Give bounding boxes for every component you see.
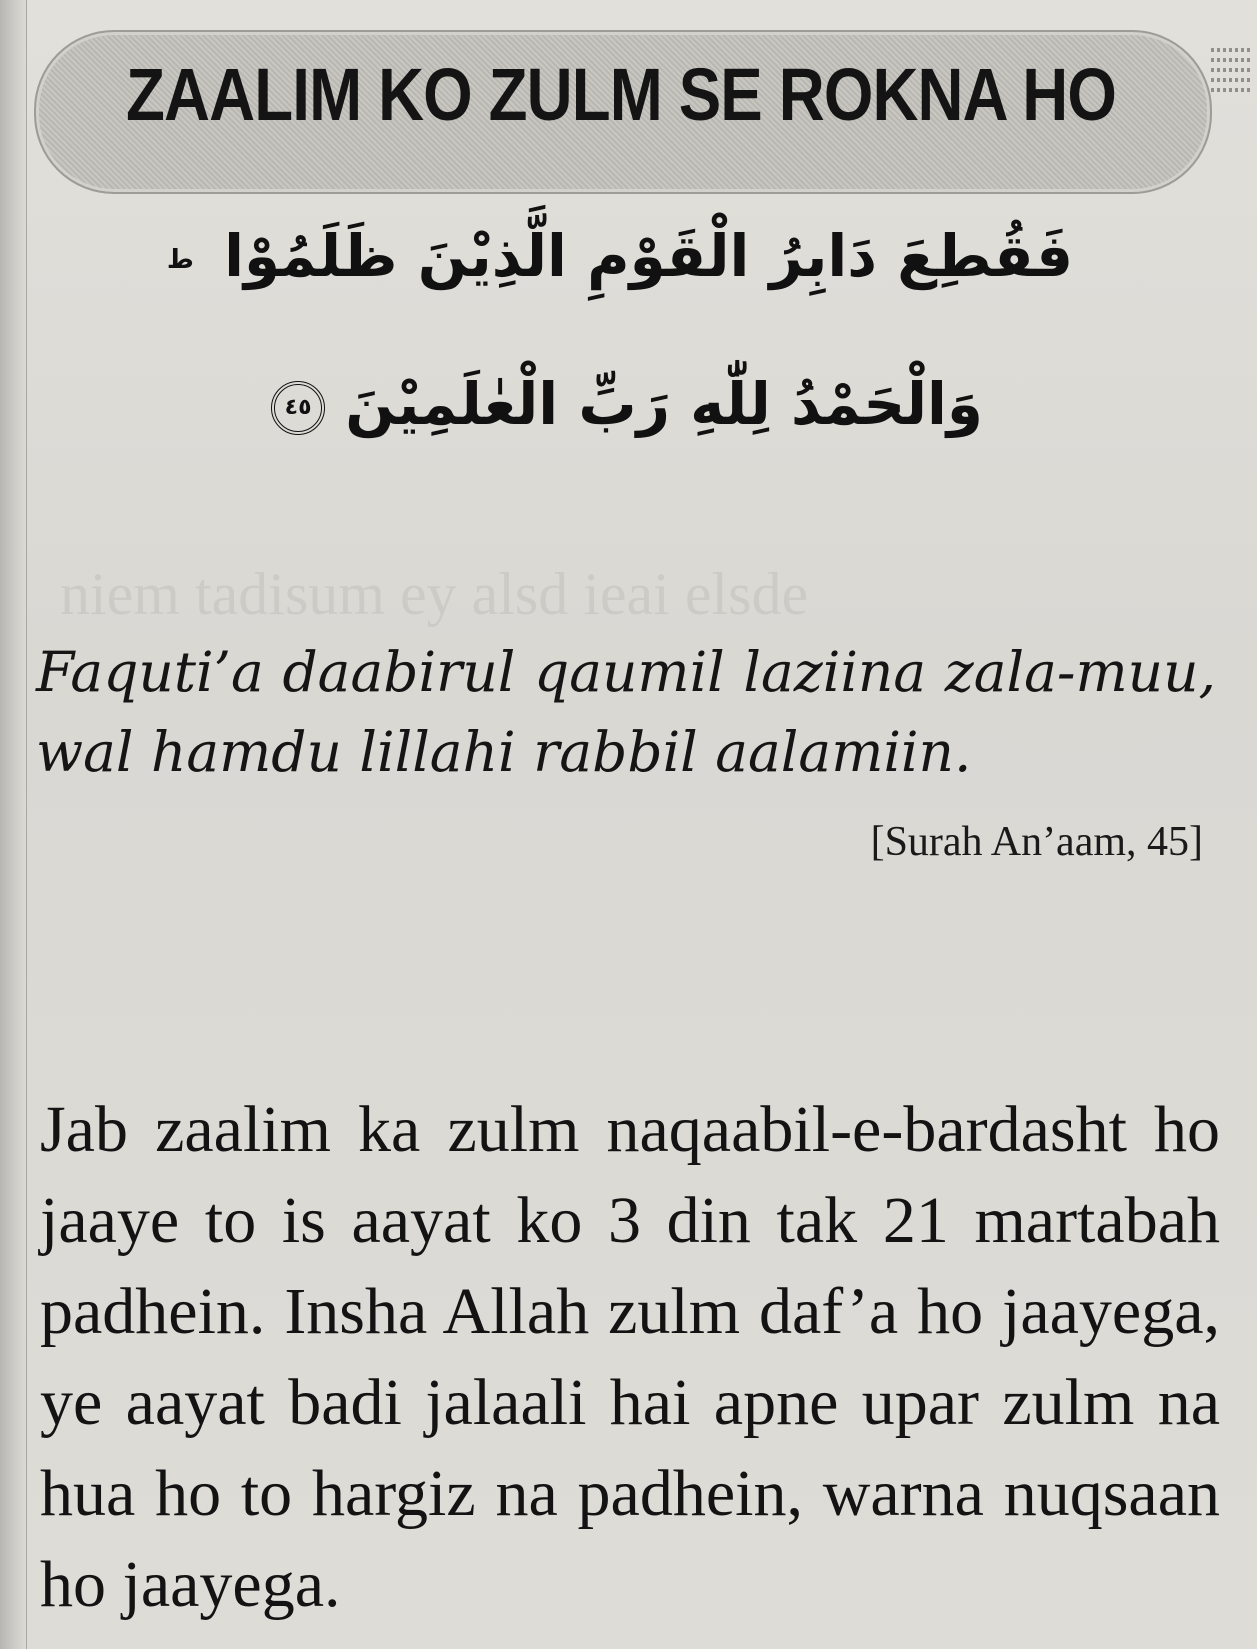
bleed-through-text: niem tadisum ey alsd ieai elsde [60,561,809,627]
arabic-verse-line-1 [120,222,1120,290]
arabic-verse-text-1: فَقُطِعَ دَابِرُ الْقَوْمِ الَّذِيْنَ ظَلَمُوْا [224,222,1074,290]
page-edge-marks [1211,48,1251,118]
page-title: ZAALIM KO ZULM SE ROKNA HO [126,53,1116,136]
waqf-mark: ط [166,244,194,275]
surah-reference: [Surah An’aam, 45] [870,819,1203,865]
instruction-paragraph: Jab zaalim ka zulm naqaabil-e-bardasht ho jaaye to is aayat ko 3 din tak 21 martabah padhein. Insha Allah zulm daf’a ho jaayega, ye aayat badi jalaali hai apne upar zulm na hua ho to hargiz na padhein, warna nuqsaan ho jaayega. [40,1093,1220,1621]
transliteration: Faquti’a daabirul qaumil laziina zala-muu, wal hamdu lillahi rabbil aalamiin. [36,640,1216,784]
ayah-number-marker: ٤٥ [271,381,325,435]
arabic-verse-text-2: وَالْحَمْدُ لِلّٰهِ رَبِّ الْعٰلَمِيْنَ [345,370,983,438]
page-binding-edge [0,0,27,1649]
arabic-verse-line-2 [120,370,1120,438]
